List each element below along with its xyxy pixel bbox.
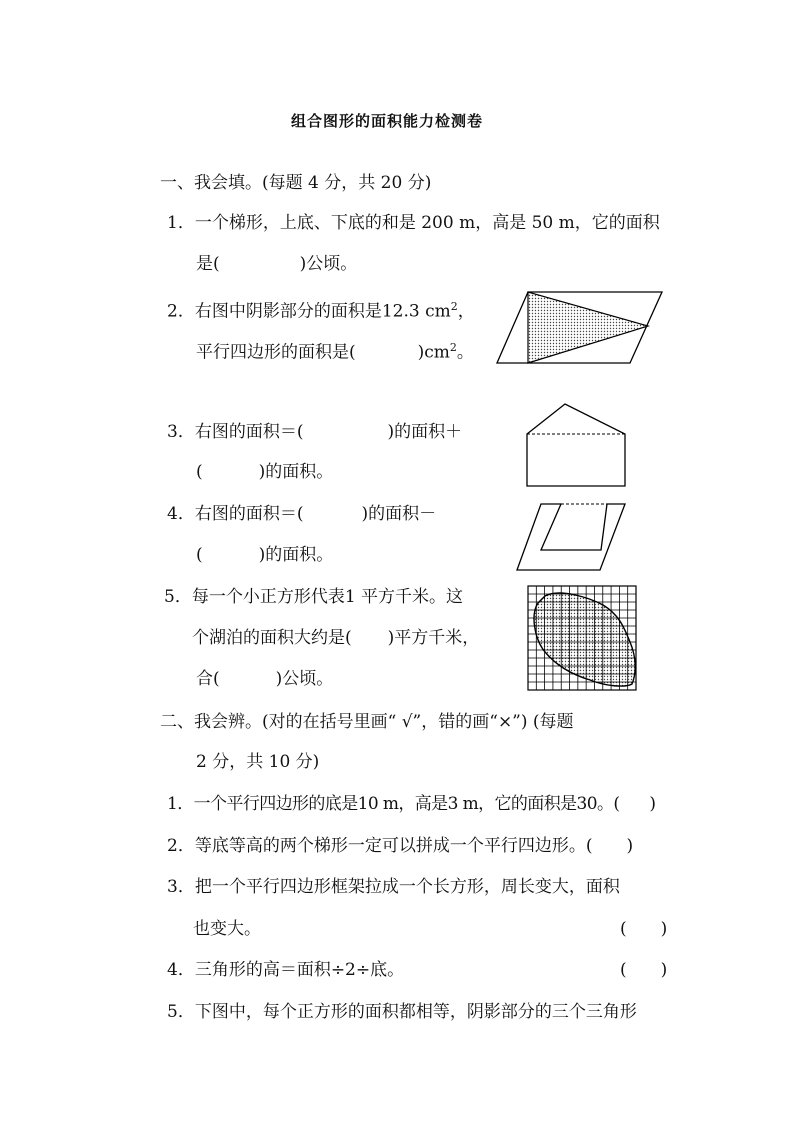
q5-line2-end: )平方千米，	[387, 628, 480, 648]
s2-q3-line2: 也变大。	[193, 919, 261, 939]
q5-line3-end: )公顷。	[275, 669, 334, 689]
q2-line2-text: 平行四边形的面积是(	[196, 342, 356, 363]
s2-q2	[167, 835, 633, 857]
q3-line2-open: (	[196, 462, 203, 482]
q4-line2	[196, 544, 333, 566]
q2-line1-text: 2．右图中阴影部分的面积是12.3 cm	[167, 301, 451, 322]
q5-grid-border	[528, 586, 636, 690]
q5-grid-lines	[528, 586, 636, 690]
q3-line1	[167, 421, 462, 443]
q2-line1	[167, 296, 475, 323]
page-title: 组合图形的面积能力检测卷	[291, 112, 484, 130]
s2-q1-text: 1．一个平行四边形的底是10 m，高是3 m，它的面积是30。(	[167, 794, 620, 814]
q2-line2-sup: 2	[449, 341, 457, 354]
q5-lake-fill	[528, 586, 636, 690]
q5-line3	[196, 668, 333, 690]
s2-q2-close: )	[626, 836, 634, 856]
s2-q3-paren	[620, 918, 667, 940]
q3-house-outline	[527, 404, 625, 486]
q4-line2-end: )的面积。	[258, 545, 334, 565]
q5-line3-text: 合(	[196, 669, 220, 689]
section1-heading: 一、我会填。(每题 4 分，共 20 分)	[160, 173, 432, 193]
s2-q5: 5．下图中，每个正方形的面积都相等，阴影部分的三个三角形	[167, 1002, 637, 1022]
q2-parallelogram-figure	[497, 292, 662, 363]
s2-q3-paren-open: (	[620, 919, 627, 939]
q4-line1-end: )的面积－	[361, 504, 437, 524]
q5-line2	[192, 627, 479, 649]
q4-shape-outline	[517, 504, 625, 570]
s2-q3-line1: 3．把一个平行四边形框架拉成一个长方形，周长变大，面积	[167, 877, 620, 897]
q2-line1-sup: 2	[450, 300, 458, 313]
q3-line2-end: )的面积。	[258, 462, 334, 482]
q3-line1-end: )的面积＋	[387, 422, 463, 442]
q4-line1-text: 4．右图的面积＝(	[167, 504, 304, 524]
s2-q1-close: )	[649, 794, 656, 814]
s2-q2-text: 2．等底等高的两个梯形一定可以拼成一个平行四边形。(	[167, 836, 593, 856]
q1-line2-suffix: )公顷。	[299, 254, 358, 274]
q3-line2	[196, 461, 333, 483]
s2-q4: 4．三角形的高＝面积÷2÷底。	[167, 960, 405, 980]
s2-q4-paren-close: )	[660, 960, 668, 980]
q5-lake-grid-figure	[528, 586, 636, 690]
q2-parallelogram-outline	[497, 292, 662, 363]
q1-line2-prefix: 是(	[196, 254, 220, 274]
q5-lake-outline	[534, 593, 635, 686]
q2-line1-end: ，	[457, 301, 475, 322]
q5-line1: 5．每一个小正方形代表1 平方千米。这	[164, 587, 464, 607]
s2-q4-paren-open: (	[620, 960, 627, 980]
q4-cutout-figure	[517, 504, 625, 570]
s2-q3-paren-close: )	[660, 919, 668, 939]
q2-shaded-triangle	[528, 292, 648, 363]
q2-line2	[196, 337, 474, 364]
q3-line1-text: 3．右图的面积＝(	[167, 422, 304, 442]
q4-line2-open: (	[196, 545, 203, 565]
q4-line1	[167, 503, 436, 525]
q1-line1: 1．一个梯形，上底、下底的和是 200 m，高是 50 m，它的面积	[167, 213, 660, 233]
q2-line2-end: 。	[456, 342, 474, 363]
q5-grid-background	[528, 586, 636, 690]
q1-line2	[196, 253, 357, 275]
q2-line2-unit: )cm	[417, 342, 450, 363]
s2-q4-paren	[620, 959, 667, 981]
section2-heading: 二、我会辨。(对的在括号里画“ √”，错的画“×”) (每题	[160, 712, 574, 732]
q3-house-figure	[527, 404, 625, 486]
section2-heading-line2: 2 分，共 10 分)	[196, 752, 320, 772]
s2-q1	[167, 793, 655, 815]
q5-line2-text: 个湖泊的面积大约是(	[192, 628, 352, 648]
